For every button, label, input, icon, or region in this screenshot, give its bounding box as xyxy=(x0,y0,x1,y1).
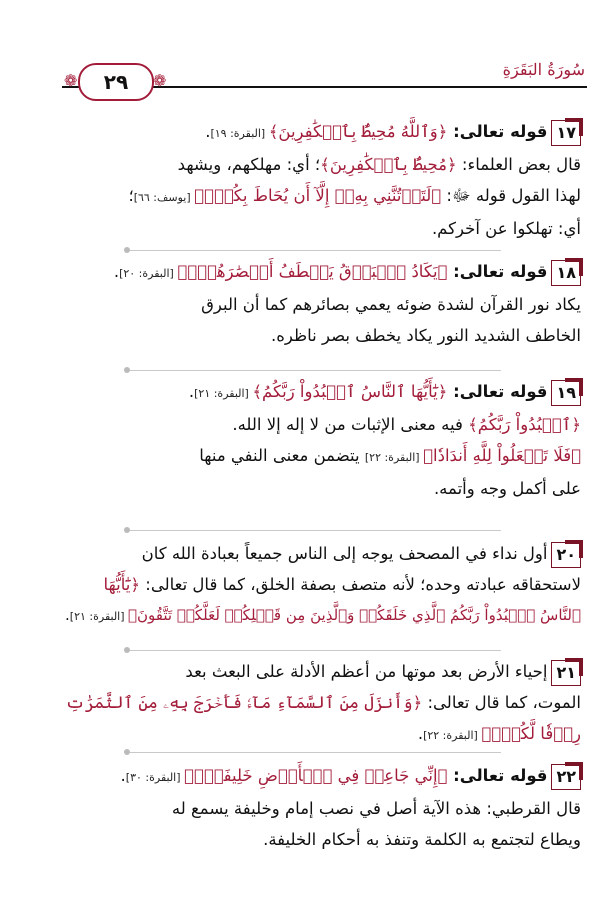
text-span: يكاد نور القرآن لشدة ضوئه يعمي بصائرهم كما أن البرق xyxy=(201,295,581,314)
text-line xyxy=(60,289,581,320)
text-line xyxy=(60,718,581,751)
verse-reference: [البقرة: ٢٢] xyxy=(423,729,482,742)
quran-verse: ﴿إِنِّي جَاعِلٞ فِي ٱلۡأَرۡضِ خَلِيفَةٗۖ﴾ xyxy=(184,766,448,785)
text-span: فيه معنى الإثبات من لا إله إلا الله. xyxy=(232,415,469,434)
text-line xyxy=(60,824,581,855)
text-span: . xyxy=(113,262,120,281)
text-line xyxy=(60,213,581,244)
text-span: لاستحقاقه عبادته وحده؛ لأنه متصف بصفة الخلق، كما قال تعالى: xyxy=(140,575,581,594)
entry xyxy=(60,116,581,244)
section-divider xyxy=(130,370,501,371)
text-line xyxy=(60,116,581,149)
entry xyxy=(60,376,581,504)
text-span: . xyxy=(120,766,126,785)
text-span: . xyxy=(188,382,195,401)
quran-verse: ﴿وَٱللَّهُ مُحِيطٌۢ بِٱلۡكَٰفِرِينَ﴾ xyxy=(268,122,448,141)
quran-verse: ﴿لَتَأۡتُنَّنِي بِهِۦٓ إِلَّآ أَن يُحَاطَ بِكُمۡۖ﴾ xyxy=(194,186,442,205)
text-span: . xyxy=(417,724,424,743)
quran-verse: ﴿يَٰٓأَيُّهَا xyxy=(103,575,141,594)
text-span: ويطاع لتجتمع به الكلمة وتنفذ به أحكام الخليفة. xyxy=(263,830,581,849)
page-number-ornament-right: ❁ xyxy=(153,71,167,90)
quran-verse: رِزۡقٗا لَّكُمۡۖ﴾ xyxy=(481,724,581,743)
text-span: أي: تهلكوا عن آخركم. xyxy=(431,219,581,238)
verse-reference: [البقرة: ٢٢] xyxy=(364,451,424,464)
heading-label: قوله تعالى: xyxy=(447,262,548,281)
heading-label: قوله تعالى: xyxy=(447,766,548,785)
quran-verse: ﴿ٱعۡبُدُواْ رَبَّكُمُ﴾ xyxy=(468,415,581,434)
text-line xyxy=(60,538,581,569)
text-span: ؛ xyxy=(128,186,134,205)
quran-verse: ﴿فَلَا تَجۡعَلُواْ لِلَّهِ أَندَادٗا﴾ xyxy=(423,446,581,465)
text-line xyxy=(60,687,581,718)
entry xyxy=(60,256,581,351)
text-line xyxy=(60,473,581,504)
text-line xyxy=(60,656,581,687)
page-number-ornament-left: ❁ xyxy=(64,71,78,90)
text-line xyxy=(60,760,581,793)
verse-reference: [البقرة: ٢٠] xyxy=(119,267,178,280)
verse-reference: [البقرة: ٢١] xyxy=(69,610,129,623)
entry xyxy=(60,538,581,632)
text-line xyxy=(60,569,581,600)
verse-reference: [البقرة: ٣٠] xyxy=(125,771,185,784)
entry-number: ١٨ xyxy=(551,260,581,286)
text-span: إحياء الأرض بعد موتها من أعظم الأدلة على البعث بعد xyxy=(185,662,548,681)
entry-number: ٢٢ xyxy=(551,764,581,790)
text-line xyxy=(60,180,581,213)
heading-label: قوله تعالى: xyxy=(447,122,548,141)
text-span: يتضمن معنى النفي منها xyxy=(199,446,365,465)
verse-reference: [البقرة: ١٩] xyxy=(210,127,269,140)
quran-verse: ﴿مُحِيطٌۢ بِٱلۡكَٰفِرِينَ﴾ xyxy=(320,155,457,174)
text-span: ؛ أي: مهلكهم، ويشهد xyxy=(177,155,321,174)
text-line xyxy=(60,320,581,351)
heading-label: قوله تعالى: xyxy=(447,382,548,401)
quran-verse: ﴿وَأَنزَلَ مِنَ ٱلسَّمَآءِ مَآءٗ فَأَخۡرَجَ بِهِۦ مِنَ ٱلثَّمَرَٰتِ xyxy=(65,693,423,712)
section-divider xyxy=(130,752,501,753)
text-span: أول نداء في المصحف يوجه إلى الناس جميعاً بعبادة الله كان xyxy=(141,544,548,563)
section-divider xyxy=(130,650,501,651)
sura-title: سُورَةُ البَقَرَةِ xyxy=(502,60,585,79)
page-number: ٢٩ xyxy=(78,63,154,101)
text-line xyxy=(60,409,581,440)
text-line xyxy=(60,440,581,473)
entry-number: ١٧ xyxy=(551,120,581,146)
text-span: على أكمل وجه وأتمه. xyxy=(433,479,581,498)
text-line xyxy=(60,149,581,180)
entry-number: ٢١ xyxy=(551,660,581,686)
quran-verse: ﴿يَٰٓأَيُّهَا ٱلنَّاسُ ٱعۡبُدُواْ رَبَّكُمُ﴾ xyxy=(252,382,448,401)
verse-reference: [يوسف: ٦٦] xyxy=(133,191,195,204)
section-divider xyxy=(130,530,501,531)
entry xyxy=(60,656,581,751)
entry xyxy=(60,760,581,855)
entry-number: ٢٠ xyxy=(551,542,581,568)
text-span: الخاطف الشديد النور يكاد يخطف بصر ناظره. xyxy=(271,326,581,345)
text-span: قال القرطبي: هذه الآية أصل في نصب إمام وخليفة يسمع له xyxy=(171,799,581,818)
text-span: قال بعض العلماء: xyxy=(456,155,581,174)
quran-verse: ﴿يَكَادُ ٱلۡبَرۡقُ يَخۡطَفُ أَبۡصَٰرَهُمۡۖ﴾ xyxy=(177,262,448,281)
text-line xyxy=(60,376,581,409)
section-divider xyxy=(130,250,501,251)
quran-verse: ٱلنَّاسُ ٱعۡبُدُواْ رَبَّكُمُ ٱلَّذِي خَلَقَكُمۡ وَٱلَّذِينَ مِن قَبۡلِكُمۡ لَعَلَّكُمۡ تَتَّقُونَ﴾ xyxy=(128,606,581,624)
text-span: الموت، كما قال تعالى: xyxy=(422,693,581,712)
text-span: لهذا القول قوله ﷻ: xyxy=(441,186,581,205)
entry-number: ١٩ xyxy=(551,380,581,406)
text-line xyxy=(60,793,581,824)
text-line xyxy=(60,256,581,289)
text-line xyxy=(60,600,581,632)
text-span: . xyxy=(205,122,211,141)
verse-reference: [البقرة: ٢١] xyxy=(194,387,253,400)
text-span: . xyxy=(65,606,70,624)
